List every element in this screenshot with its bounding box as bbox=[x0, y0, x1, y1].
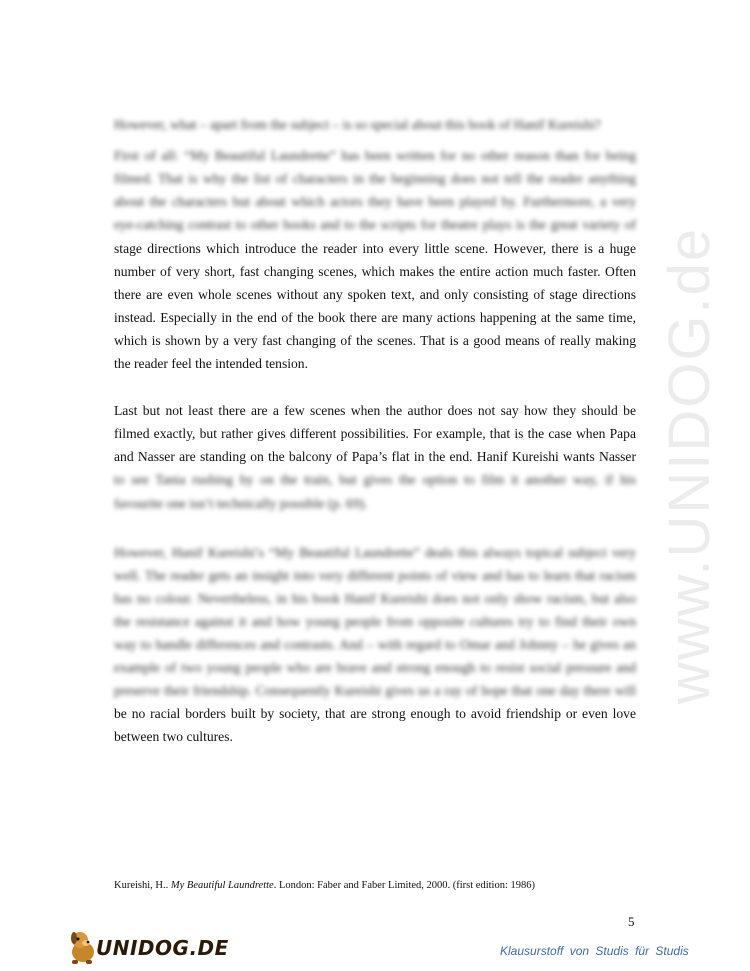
text-line: stage directions which introduce the reader into every little scene. However, there is a huge bbox=[114, 240, 636, 256]
text-line: there are even whole scenes without any spoken text, and only consisting of stage directions bbox=[114, 286, 636, 302]
text-line: way to handle differences and contrasts. And – with regard to Omar and Johnny – he gives an bbox=[114, 637, 636, 652]
text-line: the reader feel the intended tension. bbox=[114, 356, 309, 371]
footnote-rest: . London: Faber and Faber Limited, 2000. (first edition: 1986) bbox=[273, 880, 536, 891]
text-line: Last but not least there are a few scenes when the author does not say how they should be bbox=[114, 403, 636, 419]
text-line: eye-catching contrast to other books and to the scripts for theatre plays is the great variety of bbox=[114, 217, 636, 233]
text-line: the resistance against it and how young people from opposite cultures try to find their own bbox=[114, 613, 636, 629]
footnote bbox=[114, 880, 535, 891]
text-line: However, what – apart from the subject – is so special about this book of Hanif Kureishi? bbox=[114, 117, 601, 132]
page-number: 5 bbox=[628, 914, 635, 929]
text-line: filmed exactly, but rather gives different possibilities. For example, that is the case when Papa bbox=[114, 426, 636, 442]
text-line: well. The reader gets an insight into very different points of view and has to learn that racism bbox=[114, 567, 636, 583]
unidog-logo bbox=[66, 928, 229, 968]
text-line: preserve their friendship. Consequently Kureishi gives us a ray of hope that one day there will bbox=[114, 683, 636, 699]
text-line: However, Hanif Kureishi’s “My Beautiful Laundrette” deals this always topical subject very bbox=[114, 544, 636, 560]
text-line: to see Tania rushing by on the train, but gives the option to film it another way, if his bbox=[114, 472, 636, 488]
footnote-author: Kureishi, H.. bbox=[114, 880, 169, 891]
text-line: about the characters but about which actors they have been played by. Furthermore, a very bbox=[114, 194, 636, 210]
logo-text: UNIDOG.DE bbox=[96, 936, 229, 960]
text-line: be no racial borders built by society, that are strong enough to avoid friendship or even love bbox=[114, 706, 636, 722]
text-line: instead. Especially in the end of the book there are many actions happening at the same time, bbox=[114, 309, 636, 325]
footnote-title: My Beautiful Laundrette bbox=[170, 880, 274, 891]
text-line: which is shown by a very fast changing of the scenes. That is a good means of really making bbox=[114, 332, 636, 348]
text-line: number of very short, fast changing scenes, which makes the entire action much faster. Often bbox=[114, 263, 636, 279]
text-line: favourite one isn’t technically possible (p. 69). bbox=[114, 495, 368, 511]
footer-tagline: Klausurstoff von Studis für Studis bbox=[500, 944, 689, 958]
text-line: between two cultures. bbox=[114, 729, 233, 745]
text-line: has no colour. Nevertheless, in his book Hanif Kureishi does not only show racism, but also bbox=[114, 590, 636, 606]
watermark-text: www.UNIDOG.de bbox=[657, 226, 723, 704]
text-line: filmed. That is why the list of characters in the beginning does not tell the reader anything bbox=[114, 171, 636, 187]
dog-icon bbox=[66, 928, 100, 966]
text-line: example of two young people who are brave and strong enough to resist social pressure and bbox=[114, 660, 636, 676]
text-line: First of all: “My Beautiful Laundrette” has been written for no other reason than for being bbox=[114, 148, 636, 164]
text-line: and Nasser are standing on the balcony of Papa’s flat in the end. Hanif Kureishi wants Nasser bbox=[114, 449, 636, 465]
